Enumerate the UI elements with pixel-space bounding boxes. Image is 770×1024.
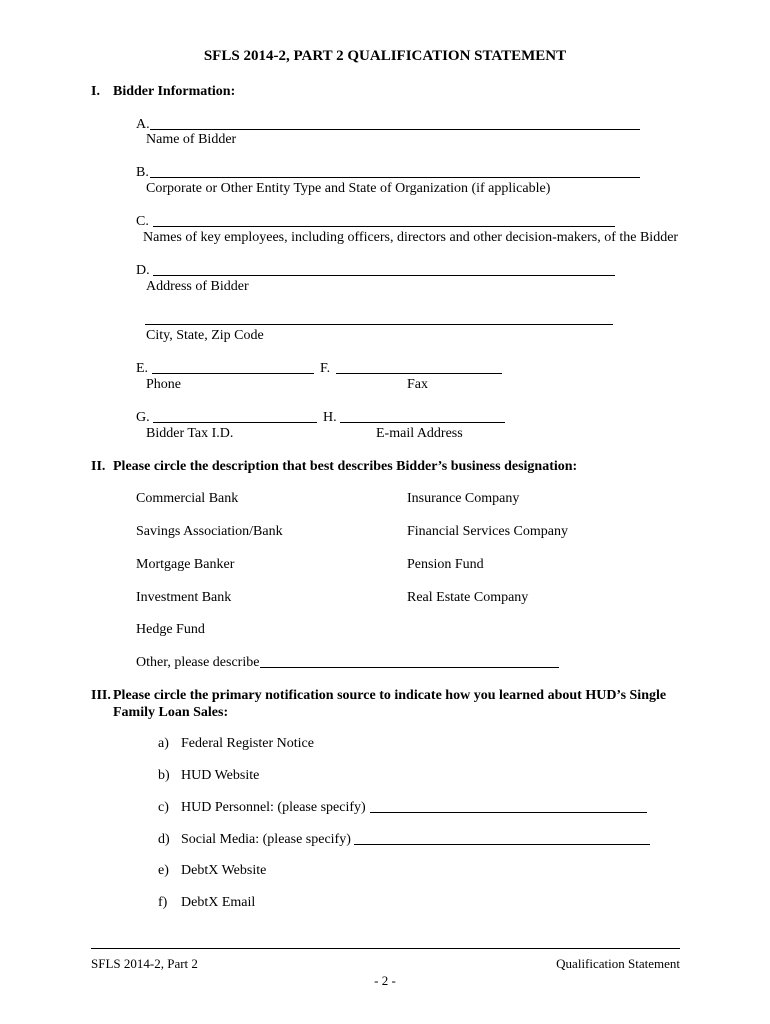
field-c-label: Names of key employees, including officers, directors and other decision-makers, of the Bidder [143, 230, 679, 245]
page-number: - 2 - [374, 973, 396, 988]
section-2-number: II. [91, 459, 106, 474]
option-savings-association[interactable]: Savings Association/Bank [136, 524, 283, 539]
hud-personnel-specify-field[interactable] [370, 812, 647, 813]
city-state-zip-field[interactable] [145, 324, 613, 325]
field-g-letter: G. [136, 410, 150, 425]
source-hud-personnel[interactable]: HUD Personnel: (please specify) [181, 800, 366, 815]
footer-right: Qualification Statement [556, 956, 680, 971]
source-debtx-website[interactable]: DebtX Website [181, 863, 267, 878]
name-of-bidder-field[interactable] [150, 129, 640, 130]
field-e-letter: E. [136, 361, 149, 376]
field-f-letter: F. [320, 361, 331, 376]
section-3-heading-line-1: Please circle the primary notification source to indicate how you learned about HUD’s Single [113, 688, 667, 703]
social-media-specify-field[interactable] [354, 844, 650, 845]
source-a-marker: a) [158, 736, 169, 751]
field-c-letter: C. [136, 214, 149, 229]
field-a-label: Name of Bidder [146, 132, 237, 147]
field-b-label: Corporate or Other Entity Type and State of Organization (if applicable) [146, 181, 551, 196]
field-e-label: Phone [146, 377, 181, 392]
source-b-marker: b) [158, 768, 170, 783]
field-d-label: Address of Bidder [146, 279, 249, 294]
option-investment-bank[interactable]: Investment Bank [136, 590, 232, 605]
key-employees-field[interactable] [153, 226, 615, 227]
source-debtx-email[interactable]: DebtX Email [181, 895, 256, 910]
option-other-label: Other, please describe [136, 655, 260, 670]
option-commercial-bank[interactable]: Commercial Bank [136, 491, 239, 506]
option-hedge-fund[interactable]: Hedge Fund [136, 622, 205, 637]
section-1-number: I. [91, 84, 100, 99]
field-h-letter: H. [323, 410, 337, 425]
option-mortgage-banker[interactable]: Mortgage Banker [136, 557, 235, 572]
section-1-heading: Bidder Information: [113, 84, 236, 99]
option-financial-services[interactable]: Financial Services Company [407, 524, 568, 539]
email-field[interactable] [340, 422, 505, 423]
source-federal-register[interactable]: Federal Register Notice [181, 736, 314, 751]
other-describe-field[interactable] [260, 667, 559, 668]
option-pension-fund[interactable]: Pension Fund [407, 557, 484, 572]
section-3-heading-line-2: Family Loan Sales: [113, 705, 229, 720]
option-real-estate-company[interactable]: Real Estate Company [407, 590, 529, 605]
field-d-label-2: City, State, Zip Code [146, 328, 264, 343]
address-field[interactable] [153, 275, 615, 276]
source-f-marker: f) [158, 895, 168, 910]
source-e-marker: e) [158, 863, 169, 878]
section-3-number: III. [91, 688, 111, 703]
source-social-media[interactable]: Social Media: (please specify) [181, 832, 351, 847]
document-title: SFLS 2014-2, PART 2 QUALIFICATION STATEMENT [203, 48, 567, 64]
source-hud-website[interactable]: HUD Website [181, 768, 260, 783]
field-a-letter: A. [136, 117, 150, 132]
tax-id-field[interactable] [153, 422, 317, 423]
field-h-label: E-mail Address [376, 426, 463, 441]
section-2-heading: Please circle the description that best describes Bidder’s business designation: [113, 459, 578, 474]
field-d-letter: D. [136, 263, 150, 278]
field-g-label: Bidder Tax I.D. [146, 426, 234, 441]
field-b-letter: B. [136, 165, 149, 180]
footer-rule [91, 948, 680, 949]
source-c-marker: c) [158, 800, 169, 815]
entity-type-field[interactable] [150, 177, 640, 178]
source-d-marker: d) [158, 832, 170, 847]
footer-left: SFLS 2014-2, Part 2 [91, 956, 198, 971]
option-insurance-company[interactable]: Insurance Company [407, 491, 520, 506]
field-f-label: Fax [407, 377, 428, 392]
fax-field[interactable] [336, 373, 502, 374]
phone-field[interactable] [152, 373, 314, 374]
